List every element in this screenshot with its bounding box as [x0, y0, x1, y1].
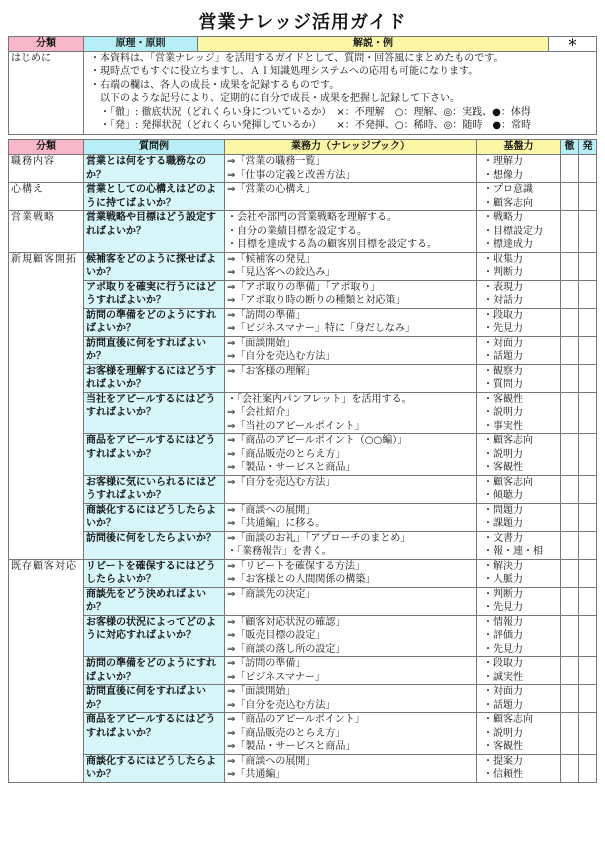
base-skill-cell	[477, 559, 561, 587]
base-skill-line: ・情報力	[483, 616, 523, 628]
base-skill-line: ・先見力	[483, 323, 523, 334]
performance-check-cell[interactable]	[579, 280, 597, 308]
table-row	[9, 252, 597, 280]
table-row	[9, 531, 597, 559]
base-skill-line: ・標達成力	[483, 239, 533, 250]
knowledge-cell	[225, 364, 477, 392]
base-skill-line: ・顧客志向	[483, 197, 533, 209]
knowledge-line: ⇒「商談先の決定」	[227, 588, 316, 600]
mastery-check-cell[interactable]	[561, 434, 579, 476]
base-skill-line: ・対話力	[483, 295, 523, 306]
base-skill-line: ・話題力	[483, 351, 523, 362]
base-skill-cell	[477, 308, 561, 336]
knowledge-line: ⇒「共通編」に移る。	[227, 518, 326, 529]
mastery-check-cell[interactable]	[561, 559, 579, 587]
base-skill-line: ・人脈力	[483, 574, 523, 585]
table-row	[9, 587, 597, 615]
knowledge-line: ⇒「商談への展開」	[227, 504, 316, 516]
knowledge-cell	[225, 183, 477, 211]
mastery-check-cell[interactable]	[561, 252, 579, 280]
base-skill-cell	[477, 392, 561, 434]
intro-body	[84, 51, 597, 134]
knowledge-line: ⇒「商談の落し所の設定」	[227, 643, 346, 655]
base-skill-line: ・プロ意識	[483, 184, 533, 195]
table-header-row	[9, 140, 597, 155]
knowledge-cell	[225, 155, 477, 183]
knowledge-cell	[225, 336, 477, 364]
header-knowledge: 業務力（ナレッジブック）	[225, 140, 477, 155]
page-title: 営業ナレッジ活用ガイド	[198, 12, 407, 33]
mastery-check-cell[interactable]	[561, 308, 579, 336]
question-cell: 商談先をどう決めればよいか？	[84, 587, 225, 615]
knowledge-cell	[225, 503, 477, 531]
base-skill-cell	[477, 587, 561, 615]
table-row	[9, 559, 597, 587]
table-row	[9, 308, 597, 336]
question-cell: 訪問直後に何をすればよいか？	[84, 685, 225, 713]
performance-check-cell[interactable]	[579, 155, 597, 183]
intro-header-explanation: 解説・例	[198, 37, 549, 52]
base-skill-line: ・解決力	[483, 560, 523, 572]
knowledge-cell	[225, 252, 477, 280]
base-skill-line: ・判断力	[483, 588, 523, 600]
base-skill-line: ・先見力	[483, 643, 523, 655]
question-cell: 訪問直後に何をすればよいか？	[84, 336, 225, 364]
base-skill-line: ・文書力	[483, 532, 523, 544]
knowledge-table	[8, 139, 597, 783]
table-row	[9, 685, 597, 713]
performance-check-cell[interactable]	[579, 434, 597, 476]
mastery-check-cell[interactable]	[561, 475, 579, 503]
knowledge-line: ⇒「営業の職務一覧」	[227, 156, 326, 167]
base-skill-line: ・判断力	[483, 267, 523, 278]
base-skill-line: ・対面力	[483, 686, 523, 697]
base-skill-line: ・課題力	[483, 518, 523, 529]
knowledge-cell	[225, 587, 477, 615]
knowledge-line: ⇒「製品・サービスと商品」	[227, 741, 356, 752]
question-cell: 訪問後に何をしたらよいか？	[84, 531, 225, 559]
intro-header-mark: ＊	[549, 37, 597, 52]
intro-line: ・「徹」: 徹底状況（どれくらい身についているか） ×：不理解 ○：理解、◎：実践、●：体得	[90, 106, 531, 118]
knowledge-line: ・「業務報告」を書く。	[227, 546, 332, 557]
performance-check-cell[interactable]	[579, 615, 597, 657]
knowledge-line: ⇒「会社紹介」	[227, 407, 296, 418]
question-cell: お客様を理解するにはどうすればよいか？	[84, 364, 225, 392]
knowledge-line: ⇒「商品販売のとらえ方」	[227, 448, 346, 460]
mastery-check-cell[interactable]	[561, 280, 579, 308]
table-row	[9, 503, 597, 531]
intro-header-principle: 原理・原則	[84, 37, 198, 52]
base-skill-line: ・顧客志向	[483, 435, 533, 446]
header-category: 分類	[9, 140, 84, 155]
intro-line: 以下のような記号により、定期的に自分で成長・成果を把握し記録して下さい。	[90, 93, 460, 104]
base-skill-cell	[477, 503, 561, 531]
question-cell: 候補客をどのように探せばよいか？	[84, 252, 225, 280]
base-skill-line: ・傾聴力	[483, 490, 523, 501]
table-row	[9, 336, 597, 364]
performance-check-cell[interactable]	[579, 657, 597, 685]
intro-line: ・右端の欄は、各人の成長・成果を記録するものです。	[90, 79, 340, 91]
knowledge-cell	[225, 657, 477, 685]
knowledge-cell	[225, 280, 477, 308]
knowledge-cell	[225, 713, 477, 755]
base-skill-line: ・評価力	[483, 630, 523, 641]
header-base-skill: 基盤力	[477, 140, 561, 155]
performance-check-cell[interactable]	[579, 392, 597, 434]
mastery-check-cell[interactable]	[561, 211, 579, 253]
mastery-check-cell[interactable]	[561, 503, 579, 531]
table-row	[9, 615, 597, 657]
knowledge-line: ⇒「お客様の理解」	[227, 365, 316, 377]
base-skill-line: ・誠実性	[483, 671, 523, 683]
question-cell: 商談化するにはどうしたらよいか？	[84, 754, 225, 782]
question-cell: 営業とは何をする職務なのか？	[84, 155, 225, 183]
knowledge-line: ⇒「当社のアピールポイント」	[227, 420, 365, 432]
category-cell: 営業戦略	[9, 211, 84, 253]
knowledge-line: ⇒「面談開始」	[227, 686, 296, 697]
table-row	[9, 657, 597, 685]
base-skill-line: ・提案力	[483, 755, 523, 767]
mastery-check-cell[interactable]	[561, 155, 579, 183]
knowledge-line: ・自分の業績目標を設定する。	[227, 225, 367, 237]
knowledge-cell	[225, 475, 477, 503]
intro-table	[8, 36, 597, 135]
performance-check-cell[interactable]	[579, 211, 597, 253]
knowledge-line: ・「会社案内パンフレット」を活用する。	[227, 393, 412, 405]
mastery-check-cell[interactable]	[561, 587, 579, 615]
knowledge-line: ⇒「自分を売込む方法」	[227, 699, 336, 711]
mastery-check-cell[interactable]	[561, 183, 579, 211]
intro-line: ・「発」: 発揮状況（どれくらい発揮しているか） ×：不発揮、○：稀時、◎：随時 ●：常時	[90, 120, 532, 131]
intro-line: ・本資料は、「営業ナレッジ」を活用するガイドとして、質問・回答風にまとめたものです。	[90, 52, 504, 64]
base-skill-line: ・問題力	[483, 504, 523, 516]
mastery-check-cell[interactable]	[561, 615, 579, 657]
base-skill-line: ・収集力	[483, 253, 523, 265]
knowledge-line: ⇒「アポ取り時の断りの種類と対応策」	[227, 295, 406, 306]
base-skill-cell	[477, 155, 561, 183]
knowledge-line: ・目標を達成する為の顧客別目標を設定する。	[227, 239, 437, 250]
performance-check-cell[interactable]	[579, 713, 597, 755]
base-skill-line: ・表現力	[483, 281, 523, 293]
table-row	[9, 155, 597, 183]
base-skill-line: ・段取力	[483, 309, 523, 321]
performance-check-cell[interactable]	[579, 754, 597, 782]
table-row	[9, 392, 597, 434]
mastery-check-cell[interactable]	[561, 685, 579, 713]
performance-check-cell[interactable]	[579, 685, 597, 713]
header-performance: 発	[579, 140, 597, 155]
knowledge-line: ⇒「訪問の準備」	[227, 658, 306, 669]
base-skill-line: ・理解力	[483, 156, 523, 167]
knowledge-line: ⇒「リピートを確保する方法」	[227, 560, 365, 572]
knowledge-cell	[225, 308, 477, 336]
base-skill-line: ・報・連・相	[483, 546, 543, 557]
knowledge-line: ⇒「商品販売のとらえ方」	[227, 727, 346, 739]
question-cell: 営業戦略や目標はどう設定すればよいか？	[84, 211, 225, 253]
base-skill-line: ・戦略力	[483, 212, 523, 223]
mastery-check-cell[interactable]	[561, 392, 579, 434]
question-cell: 商品をアピールするにはどうすればよいか？	[84, 434, 225, 476]
base-skill-cell	[477, 657, 561, 685]
performance-check-cell[interactable]	[579, 503, 597, 531]
question-cell: 当社をアピールするにはどうすればよいか？	[84, 392, 225, 434]
performance-check-cell[interactable]	[579, 336, 597, 364]
performance-check-cell[interactable]	[579, 587, 597, 615]
question-cell: 訪問の準備をどのようにすればよいか？	[84, 308, 225, 336]
header-question: 質問例	[84, 140, 225, 155]
base-skill-line: ・顧客志向	[483, 476, 533, 488]
category-cell: 心構え	[9, 183, 84, 211]
knowledge-cell	[225, 559, 477, 587]
knowledge-line: ⇒「お客様との人間関係の構築」	[227, 574, 376, 585]
question-cell: 訪問の準備をどのようにすればよいか？	[84, 657, 225, 685]
base-skill-line: ・客観性	[483, 741, 523, 752]
base-skill-cell	[477, 336, 561, 364]
table-row	[9, 754, 597, 782]
knowledge-line: ⇒「自分を売込む方法」	[227, 351, 336, 362]
knowledge-cell	[225, 615, 477, 657]
mastery-check-cell[interactable]	[561, 713, 579, 755]
knowledge-line: ⇒「商談への展開」	[227, 755, 316, 767]
performance-check-cell[interactable]	[579, 364, 597, 392]
question-cell: お客様の状況によってどのように対応すればよいか？	[84, 615, 225, 657]
knowledge-line: ⇒「自分を売込む方法」	[227, 476, 336, 488]
table-row	[9, 280, 597, 308]
question-cell: アポ取りを確実に行うにはどうすればよいか？	[84, 280, 225, 308]
table-row	[9, 713, 597, 755]
knowledge-line: ⇒「商品のアピールポイント」	[227, 714, 365, 725]
knowledge-line: ⇒「共通編」	[227, 769, 286, 780]
knowledge-line: ⇒「見込客への絞込み」	[227, 267, 336, 278]
knowledge-line: ⇒「商品のアピールポイント（○○編）」	[227, 435, 408, 446]
base-skill-cell	[477, 183, 561, 211]
performance-check-cell[interactable]	[579, 183, 597, 211]
knowledge-line: ⇒「仕事の定義と改善方法」	[227, 169, 356, 181]
mastery-check-cell[interactable]	[561, 657, 579, 685]
base-skill-line: ・段取力	[483, 658, 523, 669]
intro-line: ・現時点でもすぐに役立ちますし、ＡＩ知識処理システムへの応用も可能になります。	[90, 66, 479, 77]
base-skill-cell	[477, 713, 561, 755]
base-skill-line: ・先見力	[483, 602, 523, 613]
base-skill-cell	[477, 685, 561, 713]
knowledge-cell	[225, 531, 477, 559]
category-cell: 既存顧客対応	[9, 559, 84, 782]
knowledge-line: ⇒「ビジネスマナー」	[227, 671, 325, 683]
base-skill-cell	[477, 754, 561, 782]
knowledge-cell	[225, 754, 477, 782]
base-skill-line: ・話題力	[483, 699, 523, 711]
base-skill-cell	[477, 434, 561, 476]
table-row	[9, 434, 597, 476]
base-skill-cell	[477, 364, 561, 392]
table-row	[9, 183, 597, 211]
question-cell: リピートを確保するにはどうしたらよいか？	[84, 559, 225, 587]
base-skill-cell	[477, 211, 561, 253]
base-skill-line: ・観察力	[483, 365, 523, 377]
knowledge-cell	[225, 211, 477, 253]
base-skill-line: ・説明力	[483, 448, 523, 460]
table-row	[9, 364, 597, 392]
question-cell: 商談化するにはどうしたらよいか？	[84, 503, 225, 531]
performance-check-cell[interactable]	[579, 308, 597, 336]
performance-check-cell[interactable]	[579, 531, 597, 559]
base-skill-cell	[477, 475, 561, 503]
performance-check-cell[interactable]	[579, 252, 597, 280]
base-skill-line: ・質問力	[483, 379, 523, 390]
base-skill-cell	[477, 615, 561, 657]
mastery-check-cell[interactable]	[561, 754, 579, 782]
knowledge-line: ⇒「面談のお礼」「アプローチのまとめ」	[227, 532, 411, 544]
base-skill-line: ・事実性	[483, 420, 523, 432]
mastery-check-cell[interactable]	[561, 531, 579, 559]
knowledge-line: ⇒「訪問の準備」	[227, 309, 306, 321]
category-cell: 職務内容	[9, 155, 84, 183]
knowledge-cell	[225, 392, 477, 434]
question-cell: 商品をアピールするにはどうすればよいか？	[84, 713, 225, 755]
table-row	[9, 475, 597, 503]
base-skill-cell	[477, 531, 561, 559]
knowledge-line: ⇒「販売目標の設定」	[227, 630, 326, 641]
table-row	[9, 211, 597, 253]
base-skill-line: ・説明力	[483, 727, 523, 739]
base-skill-line: ・客観性	[483, 393, 523, 405]
base-skill-cell	[477, 252, 561, 280]
mastery-check-cell[interactable]	[561, 364, 579, 392]
base-skill-line: ・想像力	[483, 169, 523, 181]
performance-check-cell[interactable]	[579, 475, 597, 503]
knowledge-cell	[225, 685, 477, 713]
knowledge-line: ・会社や部門の営業戦略を理解する。	[227, 212, 397, 223]
knowledge-line: ⇒「営業の心構え」	[227, 184, 316, 195]
base-skill-line: ・説明力	[483, 407, 523, 418]
intro-header-category: 分類	[9, 37, 84, 52]
base-skill-line: ・対面力	[483, 337, 523, 349]
category-cell: 新規顧客開拓	[9, 252, 84, 559]
knowledge-line: ⇒「面談開始」	[227, 337, 296, 349]
knowledge-line: ⇒「ビジネスマナー」特に「身だしなみ」	[227, 323, 415, 334]
header-mastery: 徹	[561, 140, 579, 155]
question-cell: 営業としての心構えはどのように持てばよいか？	[84, 183, 225, 211]
knowledge-line: ⇒「顧客対応状況の確認」	[227, 616, 346, 628]
question-cell: お客様に気にいられるにはどうすればよいか？	[84, 475, 225, 503]
knowledge-line: ⇒「アポ取りの準備」「アポ取り」	[227, 281, 381, 293]
base-skill-line: ・信頼性	[483, 769, 523, 780]
knowledge-line: ⇒「候補客の発見」	[227, 253, 316, 265]
base-skill-line: ・客観性	[483, 462, 523, 473]
base-skill-cell	[477, 280, 561, 308]
knowledge-cell	[225, 434, 477, 476]
intro-category: はじめに	[9, 51, 84, 134]
base-skill-line: ・目標設定力	[483, 225, 543, 237]
base-skill-line: ・顧客志向	[483, 714, 533, 725]
knowledge-line: ⇒「製品・サービスと商品」	[227, 462, 356, 473]
mastery-check-cell[interactable]	[561, 336, 579, 364]
performance-check-cell[interactable]	[579, 559, 597, 587]
